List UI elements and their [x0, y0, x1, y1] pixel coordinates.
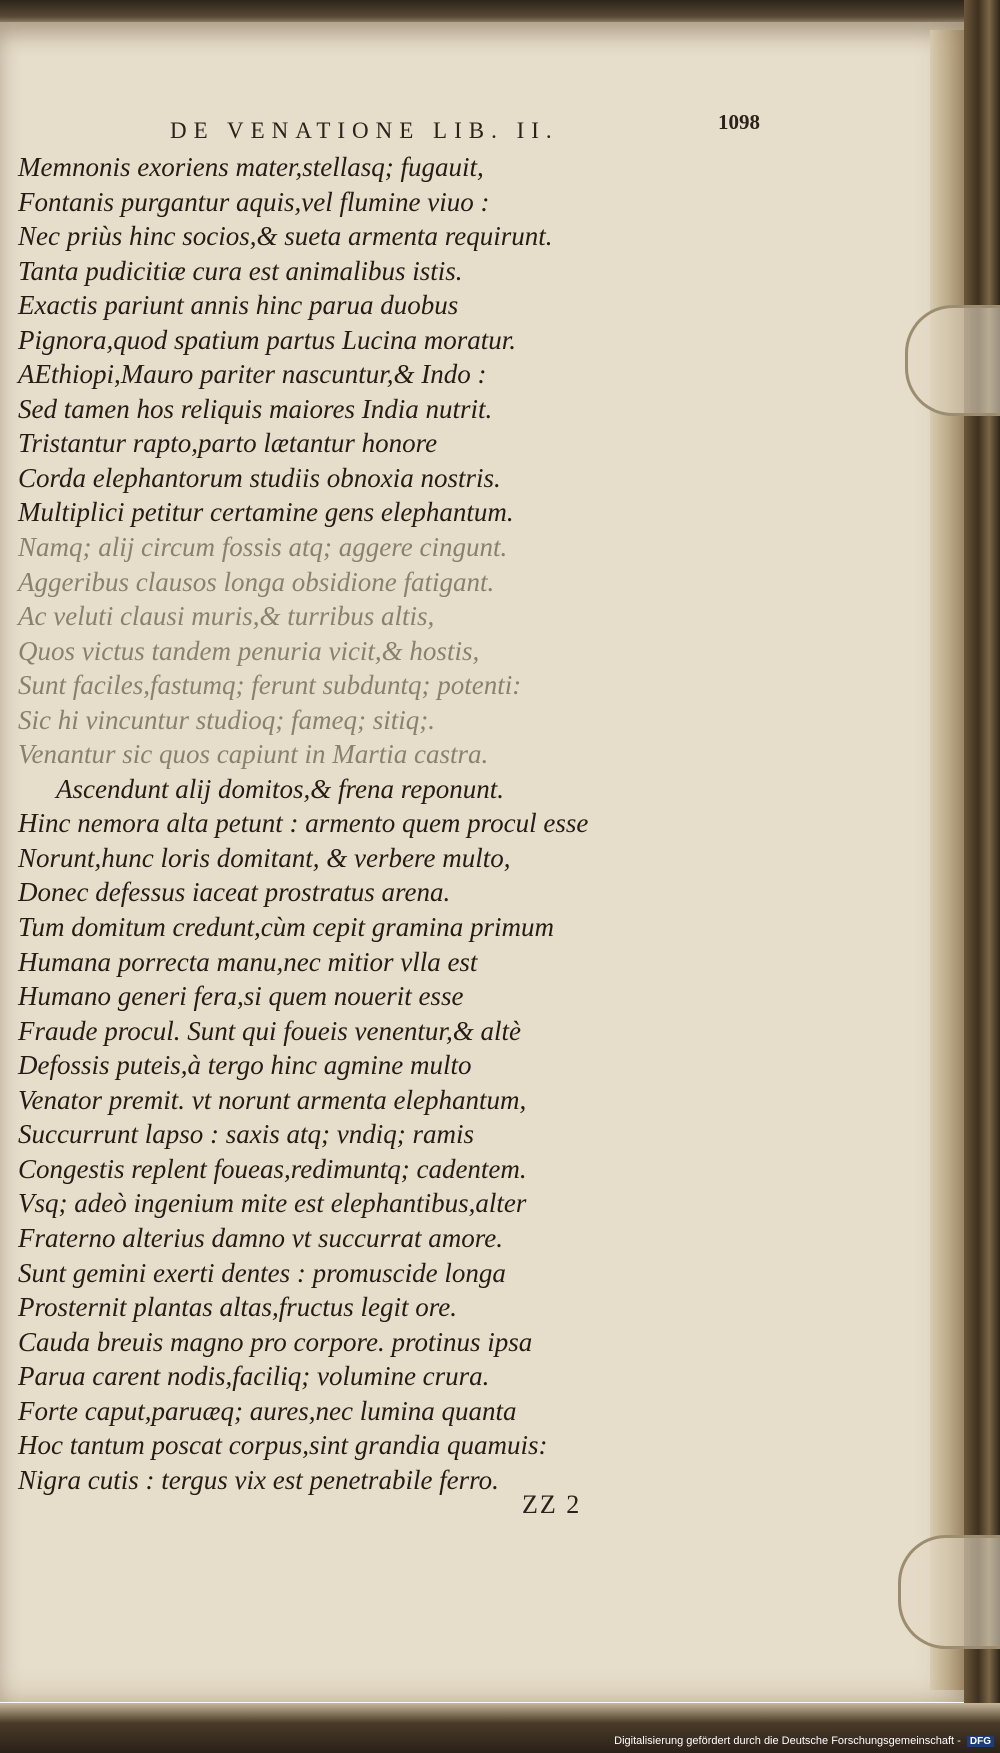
- verse-line: Tum domitum credunt,cùm cepit gramina primum: [18, 912, 554, 943]
- verse-line: Vsq; adeò ingenium mite est elephantibus,alter: [18, 1188, 527, 1219]
- credit-text: Digitalisierung gefördert durch die Deutsche Forschungsgemeinschaft -: [614, 1735, 961, 1747]
- verse-line: Hinc nemora alta petunt : armento quem procul esse: [18, 808, 589, 839]
- verse-line: Sed tamen hos reliquis maiores India nutrit.: [18, 393, 493, 424]
- book-clasp-bottom: [898, 1535, 1000, 1649]
- verse-line: Fraterno alterius damno vt succurrat amore.: [18, 1222, 503, 1253]
- verse-line: Ascendunt alij domitos,& frena reponunt.: [56, 773, 504, 804]
- verse-line: Humano generi fera,si quem nouerit esse: [18, 981, 464, 1012]
- verse-line: Venantur sic quos capiunt in Martia castra.: [18, 739, 489, 770]
- page-fore-edge: [930, 30, 968, 1690]
- verse-line: Forte caput,paruæq; aures,nec lumina quanta: [18, 1395, 517, 1426]
- dfg-logo: DFG: [967, 1736, 994, 1747]
- verse-line: Defossis puteis,à tergo hinc agmine multo: [18, 1050, 472, 1081]
- verse-line: Congestis replent foueas,redimuntq; cadentem.: [18, 1153, 527, 1184]
- verse-line: Fraude procul. Sunt qui foueis venentur,& altè: [18, 1015, 521, 1046]
- verse-line: Humana porrecta manu,nec mitior vlla est: [18, 946, 478, 977]
- verse-line: Tanta pudicitiæ cura est animalibus istis.: [18, 255, 463, 286]
- verse-line: Fontanis purgantur aquis,vel flumine viuo :: [18, 186, 490, 217]
- verse-line: Multiplici petitur certamine gens elephantum.: [18, 497, 514, 528]
- verse-line: Hoc tantum poscat corpus,sint grandia quamuis:: [18, 1430, 548, 1461]
- verse-text-block: [18, 150, 638, 1497]
- book-spine-edge: [964, 0, 1000, 1753]
- verse-line: Ac veluti clausi muris,& turribus altis,: [18, 601, 435, 632]
- verse-line: Succurrunt lapso : saxis atq; vndiq; ramis: [18, 1119, 474, 1150]
- verse-line: Nigra cutis : tergus vix est penetrabile ferro.: [18, 1464, 499, 1495]
- verse-line: Venator premit. vt norunt armenta elephantum,: [18, 1084, 527, 1115]
- verse-line: Cauda breuis magno pro corpore. protinus ipsa: [18, 1326, 533, 1357]
- verse-line: Exactis pariunt annis hinc parua duobus: [18, 290, 459, 321]
- printer-signature: ZZ 2: [522, 1490, 582, 1519]
- verse-line: Aggeribus clausos longa obsidione fatigant.: [18, 566, 495, 597]
- verse-line: Sunt gemini exerti dentes : promuscide longa: [18, 1257, 506, 1288]
- book-clasp-top: [905, 305, 1000, 416]
- verse-line: Corda elephantorum studiis obnoxia nostris.: [18, 462, 501, 493]
- verse-line: Sic hi vincuntur studioq; fameq; sitiq;.: [18, 704, 435, 735]
- verse-line: AEthiopi,Mauro pariter nascuntur,& Indo :: [18, 359, 487, 390]
- verse-line: Nec priùs hinc socios,& sueta armenta requirunt.: [18, 221, 553, 252]
- running-head: DE VENATIONE LIB. II.: [170, 118, 559, 143]
- verse-line: Pignora,quod spatium partus Lucina moratur.: [18, 324, 517, 355]
- verse-line: Prosternit plantas altas,fructus legit ore.: [18, 1292, 458, 1323]
- verse-line: Tristantur rapto,parto lætantur honore: [18, 428, 438, 459]
- page-number: 1098: [718, 110, 760, 134]
- verse-line: Memnonis exoriens mater,stellasq; fugauit,: [18, 152, 484, 182]
- verse-line: Donec defessus iaceat prostratus arena.: [18, 877, 451, 908]
- digitization-credit: [614, 1735, 994, 1747]
- verse-line: Norunt,hunc loris domitant, & verbere multo,: [18, 842, 511, 873]
- verse-line: Parua carent nodis,faciliq; volumine crura.: [18, 1361, 490, 1392]
- verse-line: Namq; alij circum fossis atq; aggere cingunt.: [18, 532, 508, 563]
- verse-line: Sunt faciles,fastumq; ferunt subduntq; potenti:: [18, 670, 522, 701]
- verse-line: Quos victus tandem penuria vicit,& hostis,: [18, 635, 480, 666]
